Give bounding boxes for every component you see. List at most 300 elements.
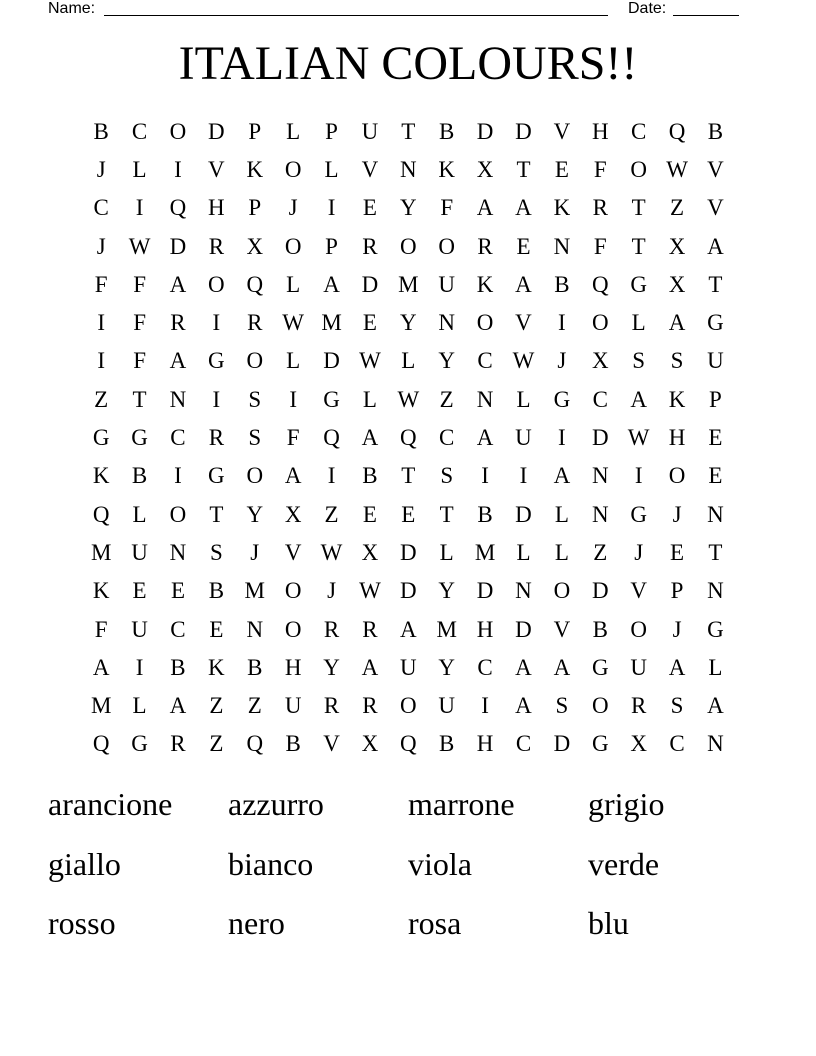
grid-letter: O — [400, 233, 417, 259]
grid-letter: I — [289, 386, 297, 412]
grid-letter: U — [515, 425, 532, 451]
grid-letter: M — [90, 693, 112, 719]
grid-letter: I — [634, 463, 643, 489]
grid-letter: L — [324, 156, 339, 182]
grid-letter: B — [439, 118, 455, 144]
grid-letter: S — [670, 348, 684, 374]
grid-letter: X — [668, 271, 686, 297]
grid-letter: G — [630, 271, 647, 297]
grid-letter: C — [630, 118, 647, 144]
grid-letter: D — [476, 578, 494, 604]
grid-letter: G — [131, 425, 148, 451]
grid-letter: A — [553, 463, 571, 489]
grid-letter: Z — [324, 501, 339, 527]
grid-letter: T — [401, 463, 416, 489]
grid-letter: A — [284, 463, 302, 489]
grid-letter: R — [362, 616, 378, 642]
header — [0, 0, 816, 20]
grid-letter: N — [169, 386, 187, 412]
word-bank-item: bianco — [228, 845, 314, 882]
grid-letter: T — [439, 501, 454, 527]
grid-letter: P — [709, 386, 722, 412]
grid-letter: I — [327, 463, 336, 489]
grid-letter: X — [630, 731, 647, 757]
grid-letter: G — [92, 425, 110, 451]
word-bank — [48, 782, 768, 961]
grid-letter: S — [209, 539, 223, 565]
grid-letter: X — [361, 539, 379, 565]
grid-letter: F — [593, 233, 607, 259]
grid-letter: L — [132, 693, 147, 719]
grid-letter: L — [286, 348, 301, 374]
grid-letter: N — [246, 616, 264, 642]
grid-letter: D — [400, 578, 417, 604]
grid-letter: N — [400, 156, 417, 182]
grid-letter: U — [630, 654, 647, 680]
grid-letter: L — [286, 118, 301, 144]
grid-letter: R — [208, 425, 225, 451]
grid-letter: F — [286, 425, 300, 451]
grid-letter: R — [208, 233, 225, 259]
grid-letter: Y — [400, 195, 417, 221]
grid-letter: C — [477, 348, 493, 374]
grid-letter: Q — [591, 271, 609, 297]
grid-letter: K — [246, 156, 264, 182]
grid-letter: D — [169, 233, 187, 259]
grid-letter: O — [630, 156, 647, 182]
grid-letter: K — [92, 578, 110, 604]
grid-letter: W — [627, 425, 650, 451]
grid-letter: P — [248, 118, 262, 144]
grid-letter: Q — [246, 731, 264, 757]
grid-letter: A — [515, 195, 532, 221]
grid-letter: T — [631, 195, 646, 221]
grid-letter: V — [208, 156, 225, 182]
grid-letter: W — [666, 156, 688, 182]
word-bank-item: grigio — [588, 786, 665, 822]
grid-letter: Z — [593, 539, 608, 565]
grid-letter: N — [553, 233, 571, 259]
grid-letter: O — [246, 348, 264, 374]
grid-letter: A — [361, 654, 379, 680]
grid-letter: L — [132, 156, 147, 182]
grid-letter: K — [92, 463, 110, 489]
grid-letter: E — [516, 233, 531, 259]
grid-letter: D — [208, 118, 225, 144]
grid-letter: I — [481, 463, 489, 489]
grid-letter: I — [174, 156, 182, 182]
grid-letter: R — [477, 233, 493, 259]
grid-letter: M — [321, 310, 342, 336]
grid-letter: J — [634, 539, 644, 565]
grid-letter: D — [361, 271, 379, 297]
grid-letter: Z — [439, 386, 454, 412]
grid-letter: T — [132, 386, 147, 412]
grid-letter: J — [96, 156, 106, 182]
grid-letter: N — [707, 501, 724, 527]
grid-letter: I — [97, 310, 106, 336]
grid-letter: F — [593, 156, 607, 182]
grid-letter: O — [438, 233, 456, 259]
grid-letter: U — [361, 118, 379, 144]
word-bank-item: rosa — [408, 905, 462, 941]
grid-letter: D — [323, 348, 340, 374]
grid-letter: L — [631, 310, 646, 336]
grid-letter: Q — [323, 425, 340, 451]
grid-letter: X — [284, 501, 302, 527]
grid-letter: V — [323, 731, 340, 757]
grid-letter: Y — [438, 348, 456, 374]
grid-letter: Y — [246, 501, 264, 527]
grid-letter: A — [553, 654, 571, 680]
grid-letter: V — [553, 616, 571, 642]
grid-letter: Q — [400, 425, 417, 451]
grid-letter: B — [93, 118, 109, 144]
grid-letter: X — [668, 233, 686, 259]
grid-letter: I — [558, 425, 566, 451]
grid-letter: J — [288, 195, 298, 221]
grid-letter: R — [247, 310, 263, 336]
grid-letter: L — [286, 271, 301, 297]
grid-letter: O — [284, 578, 302, 604]
grid-letter: Z — [209, 731, 224, 757]
grid-letter: T — [516, 156, 531, 182]
grid-letter: I — [327, 195, 336, 221]
grid-letter: P — [325, 233, 338, 259]
grid-letter: Q — [400, 731, 417, 757]
grid-letter: S — [248, 386, 262, 412]
grid-letter: Q — [92, 501, 110, 527]
name-blank-line — [104, 15, 608, 16]
grid-letter: J — [672, 501, 682, 527]
grid-letter: D — [400, 539, 417, 565]
grid-letter: A — [476, 195, 494, 221]
grid-letter: V — [707, 156, 724, 182]
grid-letter: V — [361, 156, 379, 182]
grid-letter: O — [476, 310, 494, 336]
grid-letter: Z — [209, 693, 224, 719]
grid-letter: B — [592, 616, 608, 642]
grid-letter: H — [476, 616, 494, 642]
grid-letter: C — [669, 731, 685, 757]
grid-letter: A — [668, 654, 686, 680]
grid-letter: S — [248, 425, 262, 451]
grid-letter: R — [592, 195, 608, 221]
grid-letter: Q — [92, 731, 110, 757]
grid-letter: T — [401, 118, 416, 144]
grid-letter: Q — [668, 118, 686, 144]
grid-letter: G — [591, 731, 609, 757]
grid-letter: N — [591, 463, 609, 489]
grid-letter: G — [323, 386, 340, 412]
grid-letter: O — [400, 693, 417, 719]
grid-letter: W — [359, 578, 381, 604]
grid-letter: K — [553, 195, 571, 221]
grid-letter: U — [438, 271, 456, 297]
word-bank-item: verde — [588, 845, 660, 882]
grid-letter: G — [131, 731, 148, 757]
grid-letter: B — [554, 271, 570, 297]
grid-letter: N — [476, 386, 494, 412]
grid-letter: R — [170, 310, 186, 336]
grid-letter: M — [244, 578, 265, 604]
grid-letter: F — [133, 310, 146, 336]
grid-letter: I — [97, 348, 106, 374]
grid-letter: I — [212, 386, 221, 412]
grid-letter: O — [246, 463, 264, 489]
grid-letter: S — [555, 693, 569, 719]
grid-letter: D — [515, 616, 532, 642]
grid-letter: O — [591, 310, 609, 336]
grid-letter: A — [707, 693, 724, 719]
grid-letter: P — [248, 195, 262, 221]
grid-letter: W — [397, 386, 420, 412]
grid-letter: A — [476, 425, 494, 451]
grid-letter: H — [591, 118, 609, 144]
grid-letter: Y — [438, 578, 456, 604]
grid-letter: W — [512, 348, 535, 374]
word-bank-item: blu — [588, 905, 629, 941]
grid-letter: C — [170, 425, 186, 451]
grid-letter: A — [169, 271, 187, 297]
grid-letter: A — [361, 425, 379, 451]
grid-letter: D — [515, 118, 532, 144]
grid-letter: J — [672, 616, 682, 642]
grid-letter: L — [708, 654, 723, 680]
grid-letter: T — [708, 539, 723, 565]
word-bank-item: arancione — [48, 786, 173, 822]
grid-letter: N — [707, 731, 724, 757]
grid-letter: M — [90, 539, 112, 565]
grid-letter: V — [630, 578, 647, 604]
word-search-grid — [82, 112, 734, 763]
grid-letter: W — [359, 348, 381, 374]
grid-letter: I — [135, 195, 144, 221]
grid-letter: V — [515, 310, 532, 336]
grid-letter: R — [323, 693, 340, 719]
grid-letter: Z — [247, 693, 262, 719]
grid-letter: L — [132, 501, 147, 527]
grid-letter: H — [208, 195, 225, 221]
grid-letter: E — [708, 463, 723, 489]
grid-letter: B — [170, 654, 186, 680]
grid-letter: E — [401, 501, 416, 527]
grid-letter: H — [668, 425, 686, 451]
grid-letter: F — [133, 271, 146, 297]
grid-letter: O — [284, 616, 302, 642]
grid-letter: I — [135, 654, 144, 680]
grid-letter: E — [170, 578, 185, 604]
grid-letter: S — [670, 693, 684, 719]
grid-letter: A — [169, 693, 187, 719]
grid-letter: E — [362, 501, 377, 527]
grid-letter: O — [169, 118, 187, 144]
grid-letter: A — [668, 310, 686, 336]
grid-letter: I — [558, 310, 566, 336]
grid-letter: C — [477, 654, 493, 680]
grid-letter: U — [131, 616, 148, 642]
grid-letter: E — [362, 195, 377, 221]
date-label: Date: — [628, 0, 667, 17]
grid-letter: P — [325, 118, 338, 144]
grid-letter: L — [554, 501, 569, 527]
grid-letter: R — [362, 233, 378, 259]
grid-letter: J — [327, 578, 337, 604]
grid-letter: H — [284, 654, 302, 680]
grid-letter: R — [170, 731, 186, 757]
grid-letter: B — [362, 463, 378, 489]
grid-letter: Z — [670, 195, 685, 221]
grid-letter: X — [591, 348, 609, 374]
grid-letter: L — [362, 386, 377, 412]
word-bank-item: marrone — [408, 786, 515, 822]
grid-letter: Y — [400, 310, 417, 336]
grid-letter: T — [631, 233, 646, 259]
grid-letter: K — [208, 654, 225, 680]
grid-letter: U — [284, 693, 302, 719]
grid-letter: V — [284, 539, 302, 565]
grid-letter: I — [212, 310, 221, 336]
grid-letter: J — [96, 233, 106, 259]
grid-letter: N — [169, 539, 187, 565]
grid-letter: J — [250, 539, 260, 565]
grid-letter: G — [591, 654, 609, 680]
grid-letter: B — [285, 731, 301, 757]
grid-letter: O — [553, 578, 571, 604]
grid-letter: J — [557, 348, 567, 374]
grid-letter: K — [668, 386, 686, 412]
grid-letter: B — [131, 463, 148, 489]
grid-letter: B — [439, 731, 455, 757]
grid-letter: F — [133, 348, 146, 374]
grid-letter: M — [474, 539, 496, 565]
grid-letter: C — [170, 616, 186, 642]
grid-letter: V — [553, 118, 571, 144]
page-title: ITALIAN COLOURS!! — [178, 37, 638, 90]
name-label: Name: — [48, 0, 96, 17]
grid-letter: P — [670, 578, 684, 604]
grid-letter: R — [362, 693, 378, 719]
grid-letter: A — [515, 654, 532, 680]
grid-letter: U — [131, 539, 148, 565]
grid-letter: O — [208, 271, 225, 297]
grid-letter: C — [439, 425, 455, 451]
grid-letter: U — [438, 693, 456, 719]
word-bank-item: giallo — [48, 845, 121, 882]
grid-letter: I — [174, 463, 182, 489]
grid-letter: I — [519, 463, 528, 489]
grid-letter: F — [94, 271, 108, 297]
grid-letter: C — [515, 731, 532, 757]
grid-letter: B — [247, 654, 263, 680]
grid-letter: L — [516, 386, 531, 412]
grid-letter: D — [553, 731, 571, 757]
grid-letter: O — [668, 463, 686, 489]
grid-letter: E — [554, 156, 569, 182]
grid-letter: E — [670, 539, 685, 565]
grid-letter: W — [128, 233, 151, 259]
grid-letter: K — [438, 156, 456, 182]
grid-letter: D — [515, 501, 532, 527]
grid-letter: W — [320, 539, 343, 565]
date-blank-line — [673, 15, 739, 16]
grid-letter: E — [209, 616, 224, 642]
grid-letter: A — [92, 654, 110, 680]
grid-letter: L — [516, 539, 531, 565]
grid-letter: G — [208, 463, 225, 489]
grid-letter: O — [591, 693, 609, 719]
word-bank-item: azzurro — [228, 786, 324, 822]
grid-letter: Y — [438, 654, 456, 680]
grid-letter: N — [515, 578, 532, 604]
grid-letter: F — [440, 195, 454, 221]
grid-letter: A — [400, 616, 417, 642]
grid-letter: N — [707, 578, 724, 604]
grid-letter: D — [591, 425, 609, 451]
grid-letter: U — [707, 348, 724, 374]
grid-letter: N — [438, 310, 456, 336]
grid-letter: G — [707, 616, 724, 642]
grid-letter: A — [323, 271, 340, 297]
grid-letter: B — [208, 578, 225, 604]
grid-letter: L — [401, 348, 416, 374]
grid-letter: G — [553, 386, 571, 412]
grid-letter: A — [515, 271, 532, 297]
word-bank-item: viola — [408, 845, 472, 882]
grid-letter: Y — [323, 654, 340, 680]
grid-letter: O — [284, 156, 302, 182]
grid-letter: S — [632, 348, 646, 374]
grid-letter: D — [476, 118, 494, 144]
grid-letter: C — [592, 386, 608, 412]
grid-letter: V — [707, 195, 724, 221]
grid-letter: X — [476, 156, 494, 182]
grid-letter: K — [476, 271, 494, 297]
grid-letter: H — [476, 731, 494, 757]
grid-letter: E — [132, 578, 147, 604]
grid-letter: L — [439, 539, 454, 565]
grid-letter: R — [630, 693, 647, 719]
grid-letter: G — [707, 310, 724, 336]
grid-letter: D — [591, 578, 609, 604]
grid-letter: I — [481, 693, 489, 719]
grid-letter: G — [208, 348, 225, 374]
grid-letter: E — [708, 425, 723, 451]
grid-letter: L — [554, 539, 569, 565]
grid-letter: Q — [246, 271, 264, 297]
grid-letter: Z — [94, 386, 109, 412]
grid-letter: M — [436, 616, 457, 642]
grid-letter: T — [209, 501, 224, 527]
word-bank-item: rosso — [48, 905, 116, 941]
grid-letter: B — [477, 501, 493, 527]
grid-letter: W — [282, 310, 304, 336]
grid-letter: O — [630, 616, 647, 642]
grid-letter: O — [284, 233, 302, 259]
grid-letter: A — [630, 386, 647, 412]
grid-letter: A — [515, 693, 532, 719]
grid-letter: A — [169, 348, 187, 374]
word-bank-item: nero — [228, 905, 285, 941]
grid-letter: T — [708, 271, 723, 297]
grid-letter: S — [440, 463, 454, 489]
grid-letter: C — [93, 195, 109, 221]
grid-letter: X — [246, 233, 264, 259]
grid-letter: O — [169, 501, 187, 527]
grid-letter: G — [630, 501, 647, 527]
grid-letter: U — [400, 654, 417, 680]
grid-letter: R — [323, 616, 340, 642]
